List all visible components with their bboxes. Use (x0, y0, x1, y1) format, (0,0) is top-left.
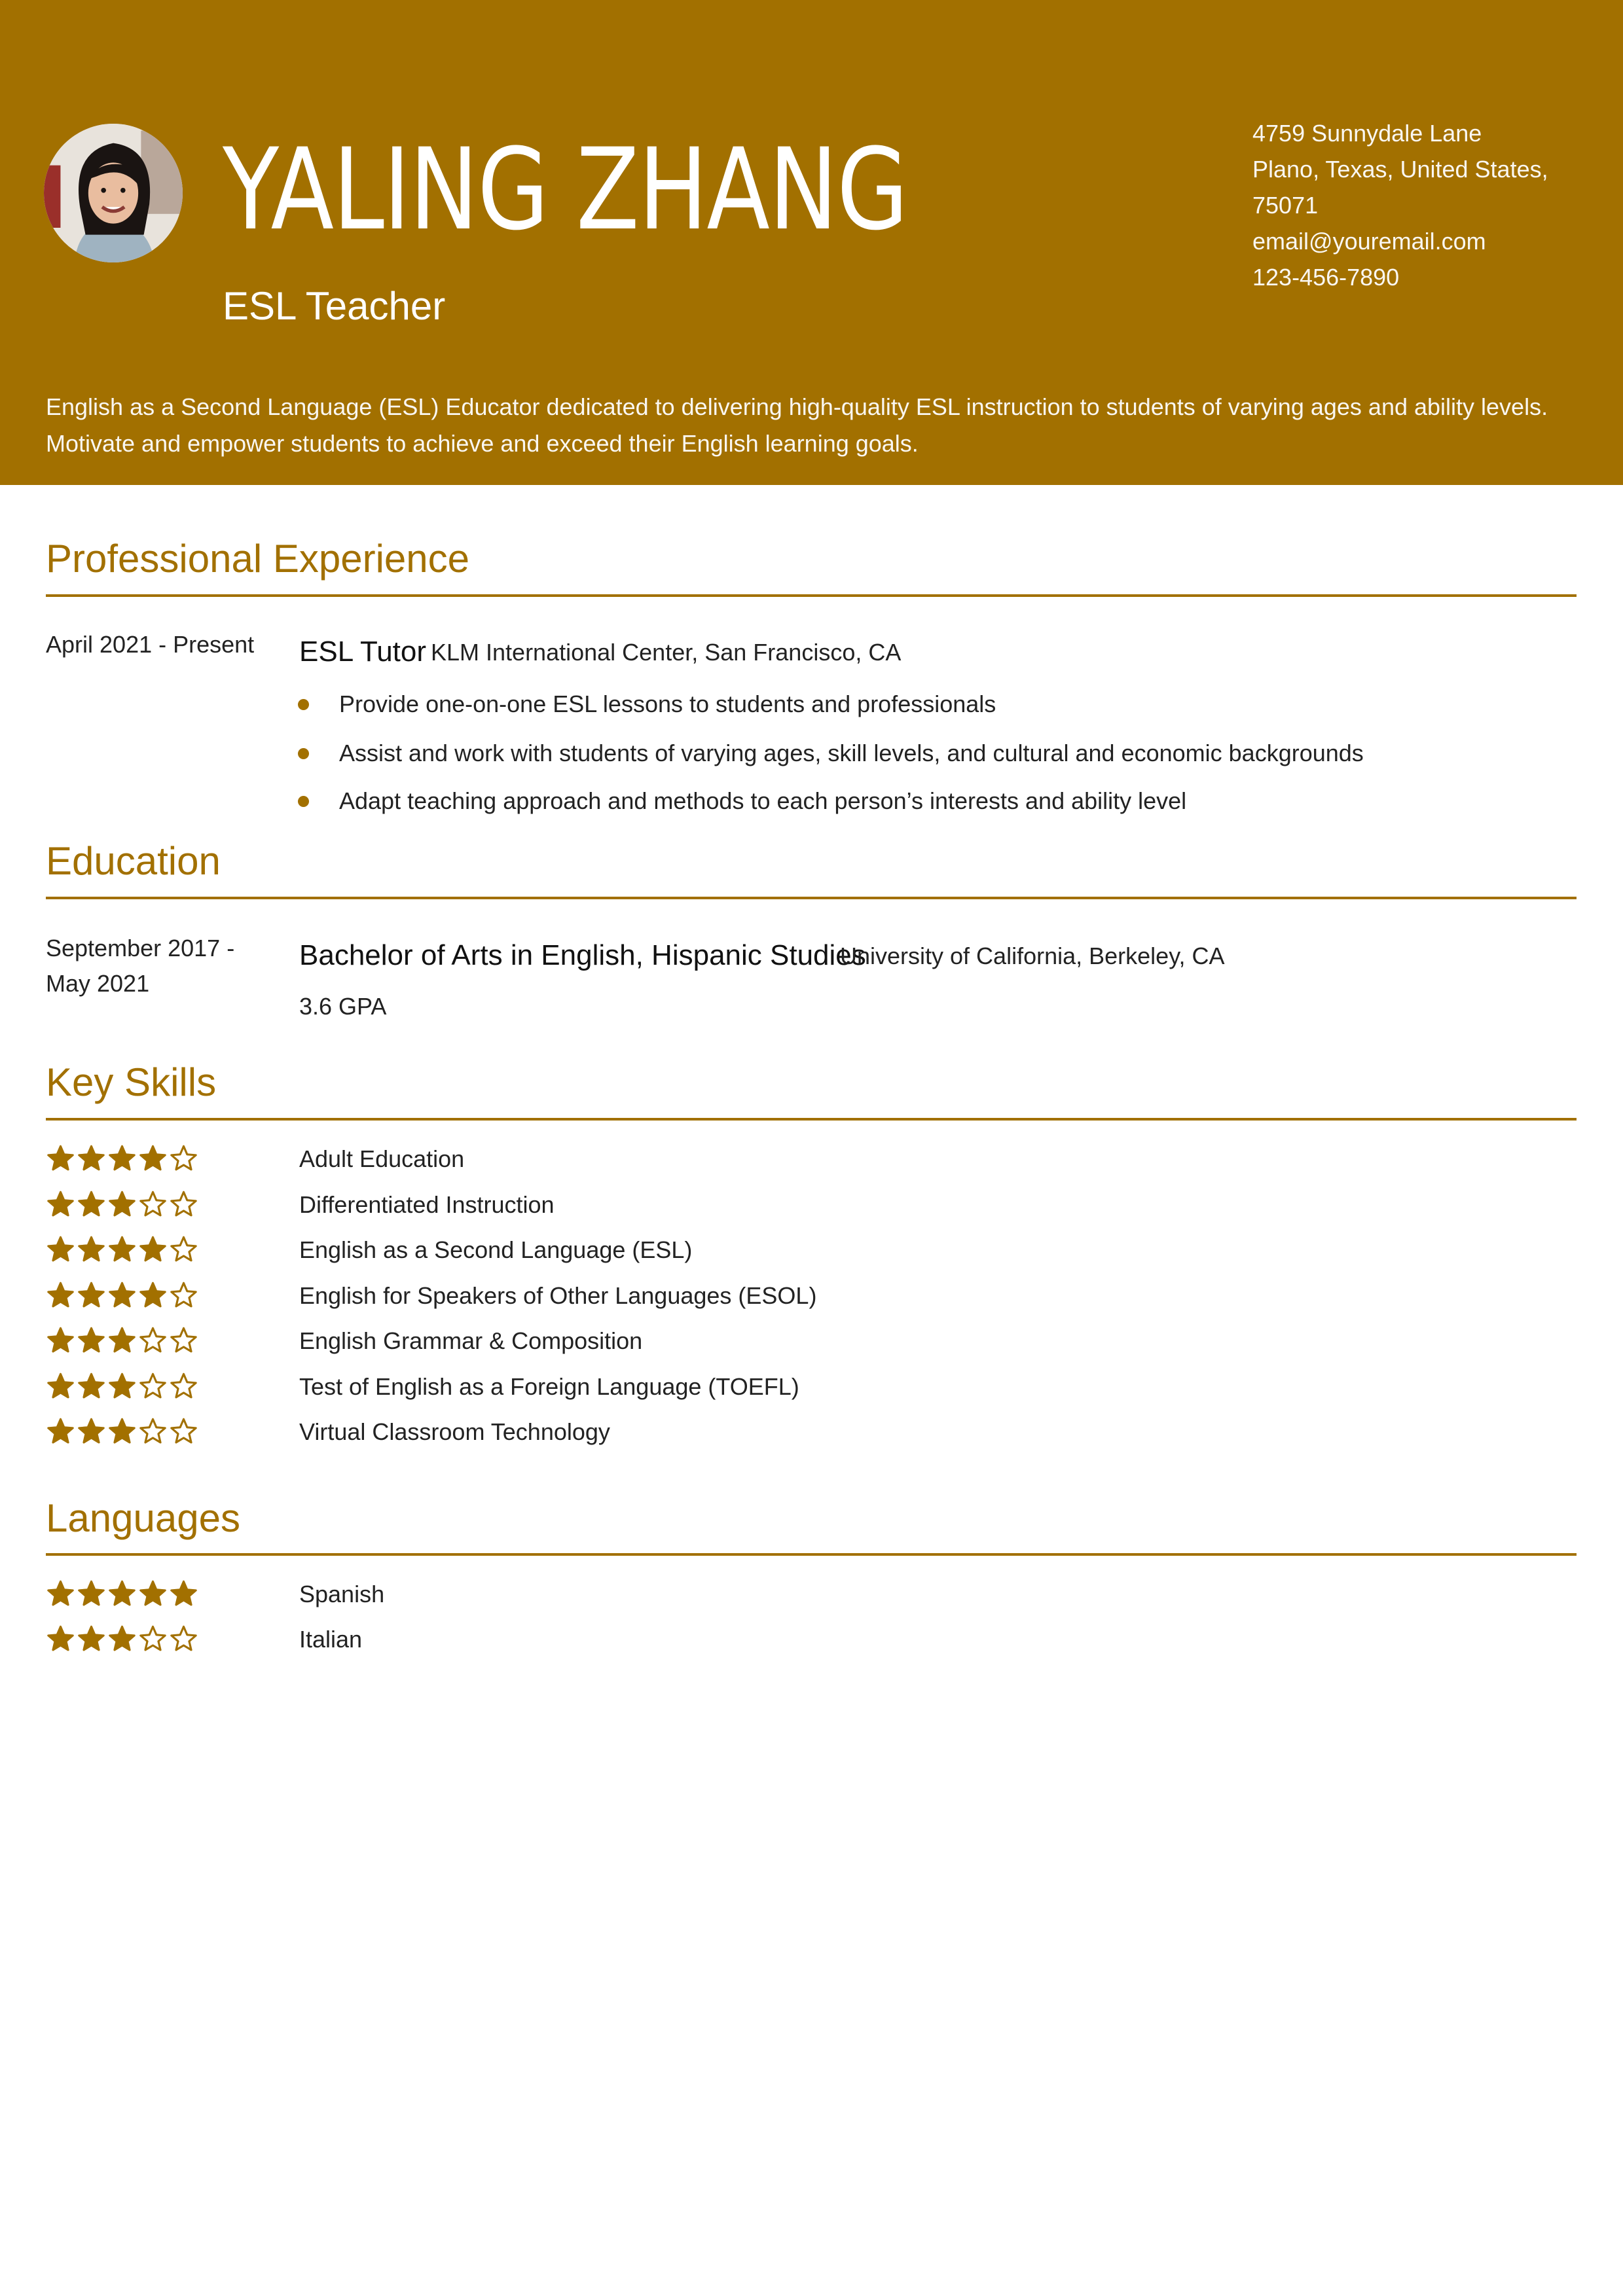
section-heading-languages: Languages (46, 1496, 240, 1540)
rating-stars (46, 1235, 198, 1264)
experience-bullet: Adapt teaching approach and methods to each person’s interests and ability level (339, 787, 1187, 814)
education-school: University of California, Berkeley, CA (840, 942, 1225, 969)
star-filled-icon (77, 1281, 106, 1310)
profile-summary (46, 389, 1578, 462)
star-filled-icon (138, 1281, 168, 1310)
star-filled-icon (46, 1417, 75, 1446)
star-filled-icon (77, 1326, 106, 1355)
rating-stars (46, 1579, 198, 1608)
education-degree: Bachelor of Arts in English, Hispanic Studies (299, 939, 866, 971)
star-filled-icon (107, 1281, 137, 1310)
section-divider (46, 1118, 1577, 1121)
star-filled-icon (77, 1235, 106, 1264)
resume-header (0, 0, 1623, 485)
education-dates-start: September 2017 - (46, 935, 235, 961)
bullet-dot-icon (298, 796, 309, 807)
section-divider (46, 897, 1577, 899)
skill-name: Adult Education (299, 1145, 465, 1172)
star-filled-icon (46, 1144, 75, 1173)
rating-stars (46, 1190, 198, 1219)
star-filled-icon (107, 1372, 137, 1401)
star-filled-icon (107, 1326, 137, 1355)
experience-bullet: Provide one-on-one ESL lessons to students and professionals (339, 691, 996, 717)
rating-stars (46, 1372, 198, 1401)
star-filled-icon (107, 1579, 137, 1608)
star-outline-icon (138, 1624, 168, 1653)
rating-stars (46, 1624, 198, 1653)
star-filled-icon (46, 1326, 75, 1355)
star-filled-icon (77, 1624, 106, 1653)
star-filled-icon (169, 1579, 198, 1608)
star-filled-icon (46, 1579, 75, 1608)
candidate-name: YALING ZHANG (223, 124, 907, 255)
star-outline-icon (169, 1190, 198, 1219)
star-outline-icon (138, 1417, 168, 1446)
star-filled-icon (46, 1281, 75, 1310)
star-filled-icon (46, 1372, 75, 1401)
address-line-1: 4759 Sunnydale Lane (1252, 120, 1482, 147)
section-divider (46, 594, 1577, 597)
experience-organization: KLM International Center, San Francisco, CA (431, 639, 902, 666)
summary-line: Motivate and empower students to achieve and exceed their English learning goals. (46, 430, 919, 457)
star-outline-icon (138, 1326, 168, 1355)
star-filled-icon (107, 1235, 137, 1264)
star-outline-icon (169, 1326, 198, 1355)
star-outline-icon (138, 1190, 168, 1219)
star-filled-icon (77, 1417, 106, 1446)
skill-name: English for Speakers of Other Languages (ESOL) (299, 1282, 817, 1309)
star-filled-icon (46, 1624, 75, 1653)
star-outline-icon (169, 1144, 198, 1173)
summary-line: English as a Second Language (ESL) Educator dedicated to delivering high-quality ESL instruction to students of varying ages and ability levels. (46, 393, 1548, 420)
postal-code: 75071 (1252, 192, 1319, 219)
bullet-dot-icon (298, 748, 309, 759)
star-filled-icon (46, 1235, 75, 1264)
section-heading-education: Education (46, 839, 221, 883)
job-title: ESL Teacher (223, 284, 446, 328)
rating-stars (46, 1281, 198, 1310)
star-filled-icon (107, 1190, 137, 1219)
section-heading-skills: Key Skills (46, 1060, 217, 1104)
email-link[interactable]: email@youremail.com (1252, 228, 1486, 255)
star-outline-icon (169, 1235, 198, 1264)
skill-name: Test of English as a Foreign Language (TOEFL) (299, 1372, 799, 1400)
star-filled-icon (138, 1144, 168, 1173)
education-gpa: 3.6 GPA (299, 993, 387, 1020)
star-outline-icon (169, 1624, 198, 1653)
language-name: Spanish (299, 1581, 385, 1607)
rating-stars (46, 1326, 198, 1355)
star-outline-icon (169, 1372, 198, 1401)
skill-name: English as a Second Language (ESL) (299, 1236, 693, 1263)
star-filled-icon (107, 1144, 137, 1173)
skill-name: Differentiated Instruction (299, 1191, 555, 1218)
experience-role: ESL Tutor (299, 636, 427, 668)
phone-number: 123-456-7890 (1252, 264, 1400, 291)
rating-stars (46, 1144, 198, 1173)
star-filled-icon (77, 1144, 106, 1173)
star-filled-icon (107, 1417, 137, 1446)
star-filled-icon (77, 1190, 106, 1219)
experience-dates: April 2021 - Present (46, 631, 255, 658)
star-filled-icon (77, 1372, 106, 1401)
star-filled-icon (107, 1624, 137, 1653)
rating-stars (46, 1417, 198, 1446)
star-filled-icon (138, 1579, 168, 1608)
star-filled-icon (138, 1235, 168, 1264)
star-outline-icon (169, 1281, 198, 1310)
experience-bullet: Assist and work with students of varying ages, skill levels, and cultural and economic backgrounds (339, 740, 1364, 766)
bullet-dot-icon (298, 699, 309, 710)
star-outline-icon (138, 1372, 168, 1401)
section-divider (46, 1553, 1577, 1556)
section-heading-experience: Professional Experience (46, 537, 470, 581)
address-line-2: Plano, Texas, United States, (1252, 156, 1548, 183)
star-outline-icon (169, 1417, 198, 1446)
skill-name: English Grammar & Composition (299, 1327, 643, 1354)
star-filled-icon (77, 1579, 106, 1608)
contact-block (1252, 115, 1593, 295)
education-dates-end: May 2021 (46, 970, 150, 997)
language-name: Italian (299, 1626, 363, 1653)
profile-photo (44, 124, 183, 262)
profile-photo-image (44, 124, 183, 262)
star-filled-icon (46, 1190, 75, 1219)
skill-name: Virtual Classroom Technology (299, 1418, 610, 1445)
